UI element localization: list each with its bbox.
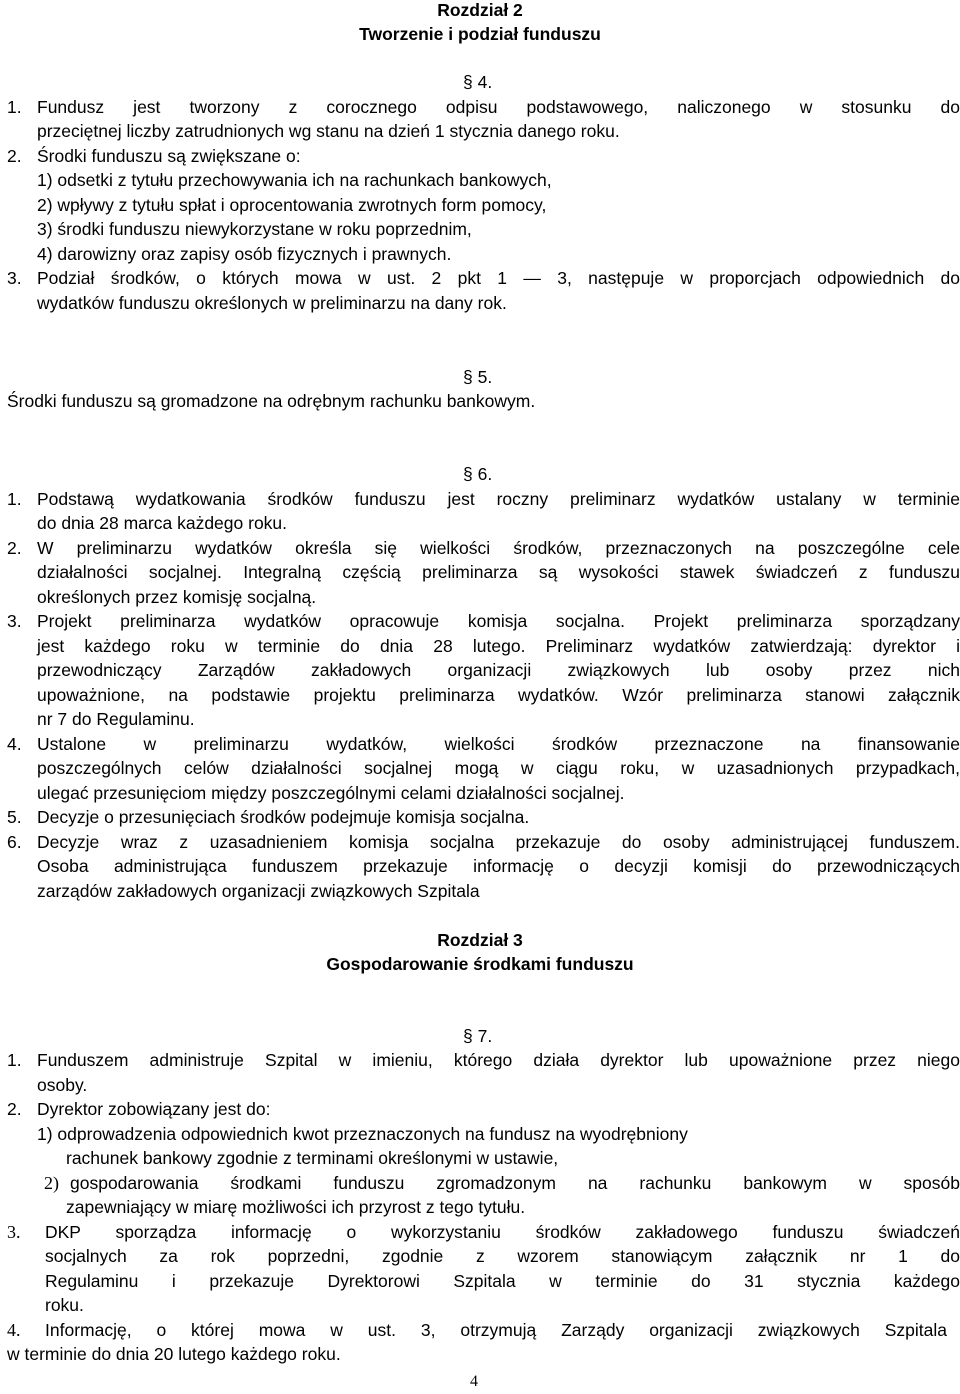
paragraph-number: 2. — [7, 538, 22, 558]
section-number: § 4. — [463, 72, 493, 92]
section-number: § 5. — [463, 367, 493, 387]
paragraph-line: W preliminarzu wydatków określa się wielkości środków, przeznaczonych na poszczególne cele — [37, 538, 960, 558]
paragraph-number: 1. — [7, 1050, 22, 1070]
paragraph-line: wydatków funduszu określonych w preliminarzu na dany rok. — [37, 293, 507, 313]
paragraph-line: roku. — [45, 1295, 84, 1315]
paragraph-number: 6. — [7, 832, 22, 852]
paragraph-line: działalności socjalnej. Integralną częścią preliminarza są wysokości stawek świadczeń z funduszu — [37, 562, 960, 582]
paragraph-line: jest każdego roku w terminie do dnia 28 lutego. Preliminarz wydatków zatwierdzają: dyrektor i — [37, 636, 960, 656]
paragraph-line: Decyzje wraz z uzasadnieniem komisja socjalna przekazuje do osoby administrującej funduszem. — [37, 832, 960, 852]
section-number: § 6. — [463, 464, 493, 484]
list-item: rachunek bankowy zgodnie z terminami określonymi w ustawie, — [66, 1148, 559, 1168]
paragraph-line: Osoba administrująca funduszem przekazuje informację o decyzji komisji do przewodniczących — [37, 856, 960, 876]
list-item: 2) wpływy z tytułu spłat i oprocentowania zwrotnych form pomocy, — [37, 195, 547, 215]
paragraph-line: poszczególnych celów działalności socjalnej mogą w ciągu roku, w uzasadnionych przypadkach, — [37, 758, 960, 778]
list-item: 1) odprowadzenia odpowiednich kwot przeznaczonych na fundusz na wyodrębniony — [37, 1124, 688, 1144]
paragraph-line: Podział środków, o których mowa w ust. 2 pkt 1 — 3, następuje w proporcjach odpowiednich do — [37, 268, 960, 288]
chapter-title: Tworzenie i podział funduszu — [359, 24, 601, 44]
paragraph-line: upoważnione, na podstawie projektu preliminarza wydatków. Wzór preliminarza stanowi załącznik — [37, 685, 960, 705]
list-item: 4) darowizny oraz zapisy osób fizycznych i prawnych. — [37, 244, 452, 264]
paragraph-line: do dnia 28 marca każdego roku. — [37, 513, 288, 533]
section-number: § 7. — [463, 1026, 493, 1046]
chapter-title: Gospodarowanie środkami funduszu — [326, 954, 634, 974]
paragraph-number: 1. — [7, 97, 22, 117]
paragraph-line: Ustalone w preliminarzu wydatków, wielkości środków przeznaczone na finansowanie — [37, 734, 960, 754]
paragraph-number: 5. — [7, 807, 22, 827]
paragraph-number: 2. — [7, 146, 22, 166]
paragraph-line: Decyzje o przesunięciach środków podejmuje komisja socjalna. — [37, 807, 530, 827]
list-item: zapewniający w miarę możliwości ich przyrost z tego tytułu. — [66, 1197, 526, 1217]
paragraph-number: 3. — [7, 268, 22, 288]
paragraph-line: Regulaminu i przekazuje Dyrektorowi Szpitala w terminie do 31 stycznia każdego — [45, 1271, 960, 1291]
paragraph-number: 2. — [7, 1099, 22, 1119]
chapter-heading: Rozdział 3 — [437, 930, 523, 950]
paragraph-line: Fundusz jest tworzony z corocznego odpisu podstawowego, naliczonego w stosunku do — [37, 97, 960, 117]
chapter-heading: Rozdział 2 — [437, 0, 523, 20]
list-number: 2) — [44, 1173, 59, 1193]
paragraph-line: zarządów zakładowych organizacji związkowych Szpitala — [37, 881, 480, 901]
paragraph-number: 1. — [7, 489, 22, 509]
paragraph-line: Dyrektor zobowiązany jest do: — [37, 1099, 271, 1119]
page-number: 4 — [470, 1373, 478, 1390]
paragraph-line: Informację, o której mowa w ust. 3, otrzymują Zarządy organizacji związkowych Szpitala — [45, 1320, 947, 1340]
paragraph-line: Podstawą wydatkowania środków funduszu jest roczny preliminarz wydatków ustalany w terminie — [37, 489, 960, 509]
paragraph-line: w terminie do dnia 20 lutego każdego roku. — [7, 1344, 341, 1364]
paragraph-number: 3. — [7, 611, 22, 631]
paragraph-number: 4. — [7, 1320, 21, 1340]
paragraph-number: 3. — [7, 1222, 21, 1242]
paragraph-line: przeciętnej liczby zatrudnionych wg stanu na dzień 1 stycznia danego roku. — [37, 121, 620, 141]
paragraph-line: Funduszem administruje Szpital w imieniu, którego działa dyrektor lub upoważnione przez niego — [37, 1050, 960, 1070]
paragraph-line: nr 7 do Regulaminu. — [37, 709, 195, 729]
list-item: gospodarowania środkami funduszu zgromadzonym na rachunku bankowym w sposób — [70, 1173, 960, 1193]
list-item: 1) odsetki z tytułu przechowywania ich na rachunkach bankowych, — [37, 170, 552, 190]
paragraph-line: Środki funduszu są gromadzone na odrębnym rachunku bankowym. — [7, 391, 536, 411]
paragraph-line: osoby. — [37, 1075, 88, 1095]
paragraph-line: Środki funduszu są zwiększane o: — [37, 146, 301, 166]
paragraph-line: socjalnych za rok poprzedni, zgodnie z wzorem stanowiącym załącznik nr 1 do — [45, 1246, 960, 1266]
paragraph-line: DKP sporządza informację o wykorzystaniu środków zakładowego funduszu świadczeń — [45, 1222, 960, 1242]
paragraph-line: ulegać przesunięciom między poszczególnymi celami działalności socjalnej. — [37, 783, 625, 803]
paragraph-number: 4. — [7, 734, 22, 754]
list-item: 3) środki funduszu niewykorzystane w roku poprzednim, — [37, 219, 472, 239]
paragraph-line: określonych przez komisję socjalną. — [37, 587, 317, 607]
paragraph-line: Projekt preliminarza wydatków opracowuje komisja socjalna. Projekt preliminarza sporządzany — [37, 611, 960, 631]
paragraph-line: przewodniczący Zarządów zakładowych organizacji związkowych lub osoby przez nich — [37, 660, 960, 680]
